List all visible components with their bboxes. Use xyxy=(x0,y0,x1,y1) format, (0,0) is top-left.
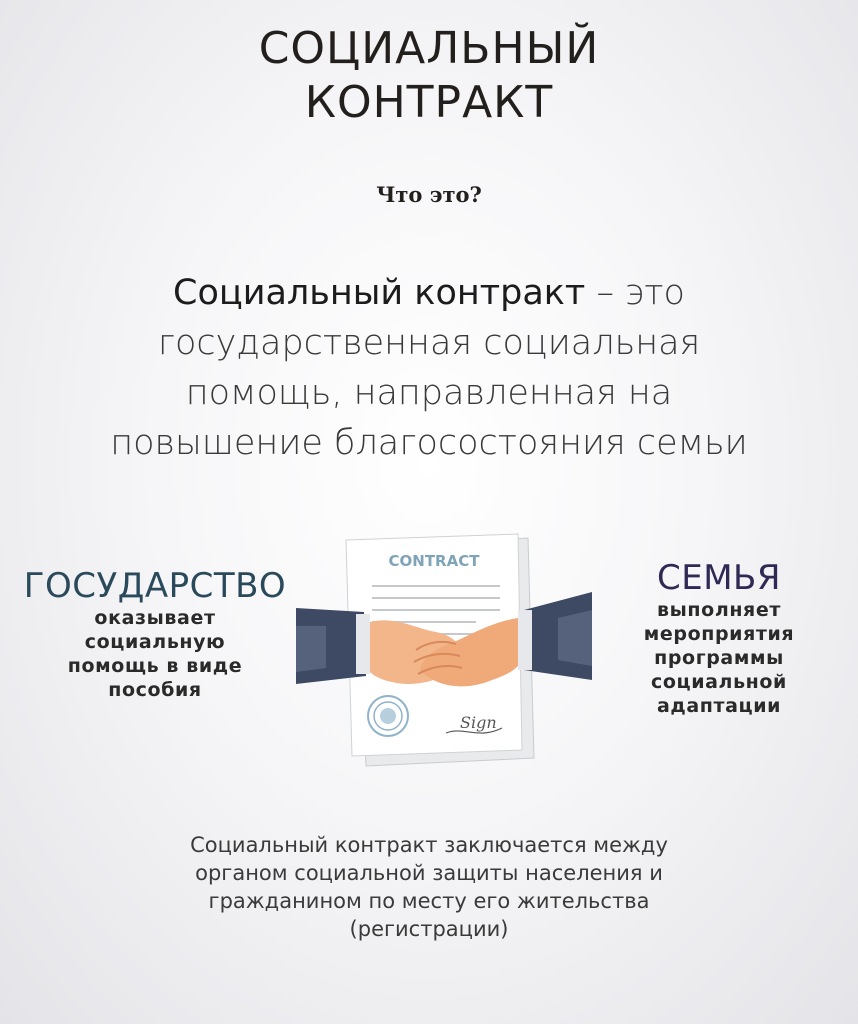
signature-text: Sign xyxy=(460,713,497,732)
family-title: СЕМЬЯ xyxy=(656,558,781,598)
contract-heading: CONTRACT xyxy=(388,552,480,570)
title-line-1: СОЦИАЛЬНЫЙ xyxy=(258,23,600,74)
title-line-2: КОНТРАКТ xyxy=(304,77,554,128)
definition-line-2: государственная социальная xyxy=(157,323,701,363)
definition-line-1 xyxy=(40,268,818,318)
state-block xyxy=(20,566,290,702)
family-block xyxy=(600,558,838,718)
definition-term: Социальный контракт xyxy=(173,273,586,313)
definition-dash: – xyxy=(585,273,626,313)
subtitle: Что это? xyxy=(376,182,482,207)
seal-icon xyxy=(368,696,408,736)
state-text: оказывает социальную помощь в виде пособия xyxy=(67,607,243,701)
footer-note: Социальный контракт заключается между органом социальной защиты населения и гражданином по месту его жительства (регистрации) xyxy=(190,833,668,941)
definition-paragraph xyxy=(40,268,818,468)
state-title: ГОСУДАРСТВО xyxy=(23,566,287,606)
page-title xyxy=(0,22,858,130)
definition-line-1-rest: это xyxy=(625,273,685,313)
definition-line-4: повышение благосостояния семьи xyxy=(110,423,748,463)
definition-line-3: помощь, направленная на xyxy=(185,373,673,413)
contract-illustration xyxy=(296,530,592,770)
family-text: выполняет мероприятия программы социальной адаптации xyxy=(643,599,795,717)
